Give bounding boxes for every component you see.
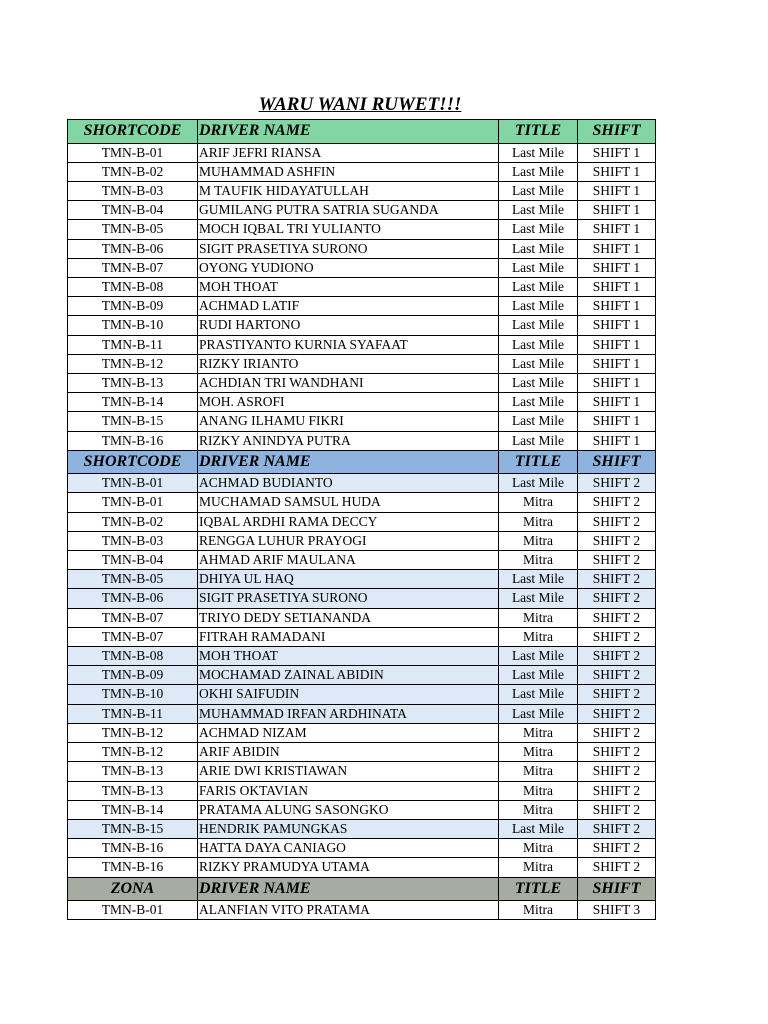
shortcode-cell: TMN-B-07 [68,608,198,627]
shortcode-cell: TMN-B-12 [68,723,198,742]
shortcode-cell: TMN-B-08 [68,647,198,666]
driver-name-cell: ARIE DWI KRISTIAWAN [198,762,499,781]
shift-cell: SHIFT 2 [578,474,656,493]
driver-name-cell: MOH THOAT [198,277,499,296]
title-cell: Last Mile [499,239,578,258]
title-cell: Last Mile [499,258,578,277]
table-row [68,474,656,493]
title-cell: Mitra [499,723,578,742]
shortcode-cell: TMN-B-06 [68,589,198,608]
shift-cell: SHIFT 2 [578,704,656,723]
shortcode-cell: TMN-B-13 [68,781,198,800]
title-cell: Last Mile [499,220,578,239]
shift-cell: SHIFT 2 [578,493,656,512]
shortcode-cell: TMN-B-07 [68,627,198,646]
driver-schedule-table [67,119,656,920]
title-cell: Last Mile [499,316,578,335]
shift-cell: SHIFT 2 [578,589,656,608]
shift-cell: SHIFT 1 [578,393,656,412]
driver-name-header: DRIVER NAME [198,450,499,474]
table-row [68,551,656,570]
shortcode-cell: TMN-B-02 [68,512,198,531]
driver-name-cell: MUHAMMAD ASHFIN [198,162,499,181]
shift-header: SHIFT [578,450,656,474]
table-row [68,608,656,627]
shift-cell: SHIFT 1 [578,181,656,200]
shortcode-cell: TMN-B-01 [68,143,198,162]
shortcode-cell: TMN-B-14 [68,393,198,412]
title-cell: Last Mile [499,393,578,412]
driver-name-cell: ARIF JEFRI RIANSA [198,143,499,162]
title-cell: Last Mile [499,685,578,704]
table-row [68,297,656,316]
shortcode-cell: TMN-B-09 [68,666,198,685]
shift-header: SHIFT [578,120,656,144]
table-row [68,627,656,646]
table-row [68,743,656,762]
title-cell: Last Mile [499,570,578,589]
table-row [68,201,656,220]
table-row [68,512,656,531]
driver-name-cell: MOH THOAT [198,647,499,666]
shift-cell: SHIFT 1 [578,354,656,373]
driver-name-cell: FARIS OKTAVIAN [198,781,499,800]
title-cell: Last Mile [499,704,578,723]
shift-cell: SHIFT 1 [578,431,656,450]
shift-cell: SHIFT 2 [578,608,656,627]
driver-name-cell: RUDI HARTONO [198,316,499,335]
title-cell: Last Mile [499,335,578,354]
table-row [68,819,656,838]
title-cell: Last Mile [499,201,578,220]
shortcode-cell: TMN-B-07 [68,258,198,277]
table-body [68,120,656,920]
table-row [68,901,656,920]
driver-name-cell: ACHMAD NIZAM [198,723,499,742]
shortcode-header: SHORTCODE [68,120,198,144]
driver-name-cell: TRIYO DEDY SETIANANDA [198,608,499,627]
shortcode-cell: TMN-B-15 [68,819,198,838]
driver-name-cell: MUCHAMAD SAMSUL HUDA [198,493,499,512]
table-row [68,162,656,181]
title-cell: Last Mile [499,666,578,685]
shift-cell: SHIFT 1 [578,258,656,277]
shortcode-cell: TMN-B-03 [68,181,198,200]
title-cell: Last Mile [499,431,578,450]
driver-name-cell: RIZKY ANINDYA PUTRA [198,431,499,450]
shift-cell: SHIFT 2 [578,819,656,838]
table-row [68,839,656,858]
title-cell: Last Mile [499,373,578,392]
driver-name-cell: SIGIT PRASETIYA SURONO [198,589,499,608]
table-row [68,220,656,239]
table-row [68,258,656,277]
driver-name-cell: M TAUFIK HIDAYATULLAH [198,181,499,200]
shortcode-cell: TMN-B-06 [68,239,198,258]
title-header: TITLE [499,450,578,474]
shift-cell: SHIFT 2 [578,512,656,531]
title-cell: Last Mile [499,181,578,200]
driver-name-cell: RIZKY IRIANTO [198,354,499,373]
shortcode-cell: TMN-B-11 [68,335,198,354]
title-cell: Last Mile [499,162,578,181]
title-cell: Last Mile [499,143,578,162]
shortcode-cell: TMN-B-12 [68,354,198,373]
driver-name-cell: DHIYA UL HAQ [198,570,499,589]
title-cell: Last Mile [499,412,578,431]
driver-name-cell: OYONG YUDIONO [198,258,499,277]
table-row [68,685,656,704]
title-cell: Last Mile [499,474,578,493]
shift-cell: SHIFT 2 [578,647,656,666]
driver-name-cell: ACHDIAN TRI WANDHANI [198,373,499,392]
shortcode-cell: TMN-B-15 [68,412,198,431]
title-cell: Last Mile [499,297,578,316]
shift-cell: SHIFT 2 [578,743,656,762]
title-cell: Mitra [499,800,578,819]
shortcode-cell: TMN-B-05 [68,220,198,239]
shift-cell: SHIFT 1 [578,412,656,431]
table-row [68,800,656,819]
driver-name-cell: MOCH IQBAL TRI YULIANTO [198,220,499,239]
shift-cell: SHIFT 2 [578,839,656,858]
shift-cell: SHIFT 1 [578,143,656,162]
shift-cell: SHIFT 2 [578,570,656,589]
table-row [68,354,656,373]
title-cell: Mitra [499,493,578,512]
shift-cell: SHIFT 2 [578,551,656,570]
driver-name-cell: RIZKY PRAMUDYA UTAMA [198,858,499,877]
shortcode-cell: TMN-B-16 [68,858,198,877]
table-row [68,570,656,589]
driver-name-header: DRIVER NAME [198,120,499,144]
shortcode-cell: TMN-B-05 [68,570,198,589]
shift-cell: SHIFT 1 [578,201,656,220]
shortcode-cell: TMN-B-04 [68,201,198,220]
driver-name-cell: ALANFIAN VITO PRATAMA [198,901,499,920]
shortcode-cell: TMN-B-02 [68,162,198,181]
section-header-row [68,877,656,901]
driver-name-cell: ANANG ILHAMU FIKRI [198,412,499,431]
title-cell: Mitra [499,781,578,800]
driver-name-cell: GUMILANG PUTRA SATRIA SUGANDA [198,201,499,220]
title-cell: Mitra [499,743,578,762]
table-row [68,277,656,296]
zona-header: ZONA [68,877,198,901]
table-row [68,431,656,450]
shift-cell: SHIFT 2 [578,531,656,550]
driver-name-cell: ARIF ABIDIN [198,743,499,762]
table-row [68,666,656,685]
shift-cell: SHIFT 2 [578,685,656,704]
section-header-row [68,120,656,144]
shift-cell: SHIFT 1 [578,277,656,296]
title-cell: Mitra [499,551,578,570]
table-row [68,373,656,392]
table-row [68,335,656,354]
shortcode-cell: TMN-B-14 [68,800,198,819]
shift-cell: SHIFT 2 [578,627,656,646]
shift-cell: SHIFT 1 [578,220,656,239]
table-row [68,239,656,258]
shortcode-cell: TMN-B-10 [68,685,198,704]
shortcode-cell: TMN-B-01 [68,493,198,512]
driver-name-cell: IQBAL ARDHI RAMA DECCY [198,512,499,531]
driver-name-cell: RENGGA LUHUR PRAYOGI [198,531,499,550]
title-header: TITLE [499,877,578,901]
title-cell: Last Mile [499,589,578,608]
table-row [68,393,656,412]
table-row [68,781,656,800]
shift-cell: SHIFT 1 [578,316,656,335]
shortcode-cell: TMN-B-08 [68,277,198,296]
shortcode-cell: TMN-B-13 [68,373,198,392]
title-cell: Last Mile [499,819,578,838]
shift-cell: SHIFT 1 [578,162,656,181]
shift-cell: SHIFT 2 [578,762,656,781]
driver-name-cell: PRASTIYANTO KURNIA SYAFAAT [198,335,499,354]
title-cell: Mitra [499,512,578,531]
shift-cell: SHIFT 2 [578,723,656,742]
shift-header: SHIFT [578,877,656,901]
shortcode-cell: TMN-B-01 [68,901,198,920]
section-header-row [68,450,656,474]
title-cell: Mitra [499,839,578,858]
driver-name-header: DRIVER NAME [198,877,499,901]
title-cell: Last Mile [499,354,578,373]
document-title: WARU WANI RUWET!!! [258,94,462,115]
driver-name-cell: ACHMAD LATIF [198,297,499,316]
driver-name-cell: AHMAD ARIF MAULANA [198,551,499,570]
shortcode-cell: TMN-B-16 [68,431,198,450]
shortcode-cell: TMN-B-10 [68,316,198,335]
table-row [68,493,656,512]
table-row [68,704,656,723]
shortcode-cell: TMN-B-04 [68,551,198,570]
driver-name-cell: ACHMAD BUDIANTO [198,474,499,493]
table-row [68,589,656,608]
shift-cell: SHIFT 1 [578,297,656,316]
table-row [68,858,656,877]
driver-name-cell: HENDRIK PAMUNGKAS [198,819,499,838]
title-cell: Mitra [499,858,578,877]
table-row [68,647,656,666]
shift-cell: SHIFT 3 [578,901,656,920]
driver-name-cell: OKHI SAIFUDIN [198,685,499,704]
shortcode-cell: TMN-B-11 [68,704,198,723]
table-row [68,762,656,781]
shortcode-header: SHORTCODE [68,450,198,474]
driver-name-cell: PRATAMA ALUNG SASONGKO [198,800,499,819]
shortcode-cell: TMN-B-01 [68,474,198,493]
shift-cell: SHIFT 2 [578,666,656,685]
title-cell: Last Mile [499,277,578,296]
table-row [68,181,656,200]
table-row [68,531,656,550]
shortcode-cell: TMN-B-09 [68,297,198,316]
driver-name-cell: MOCHAMAD ZAINAL ABIDIN [198,666,499,685]
table-row [68,412,656,431]
shift-cell: SHIFT 2 [578,781,656,800]
table-row [68,723,656,742]
shift-cell: SHIFT 1 [578,239,656,258]
shift-cell: SHIFT 2 [578,858,656,877]
driver-name-cell: SIGIT PRASETIYA SURONO [198,239,499,258]
shortcode-cell: TMN-B-12 [68,743,198,762]
shortcode-cell: TMN-B-03 [68,531,198,550]
title-header: TITLE [499,120,578,144]
driver-name-cell: HATTA DAYA CANIAGO [198,839,499,858]
shortcode-cell: TMN-B-16 [68,839,198,858]
title-cell: Mitra [499,762,578,781]
shift-cell: SHIFT 1 [578,373,656,392]
shift-cell: SHIFT 1 [578,335,656,354]
driver-name-cell: MUHAMMAD IRFAN ARDHINATA [198,704,499,723]
table-row [68,143,656,162]
title-cell: Mitra [499,531,578,550]
title-cell: Mitra [499,608,578,627]
title-cell: Last Mile [499,647,578,666]
shortcode-cell: TMN-B-13 [68,762,198,781]
title-cell: Mitra [499,627,578,646]
driver-name-cell: FITRAH RAMADANI [198,627,499,646]
table-row [68,316,656,335]
driver-name-cell: MOH. ASROFI [198,393,499,412]
shift-cell: SHIFT 2 [578,800,656,819]
title-cell: Mitra [499,901,578,920]
